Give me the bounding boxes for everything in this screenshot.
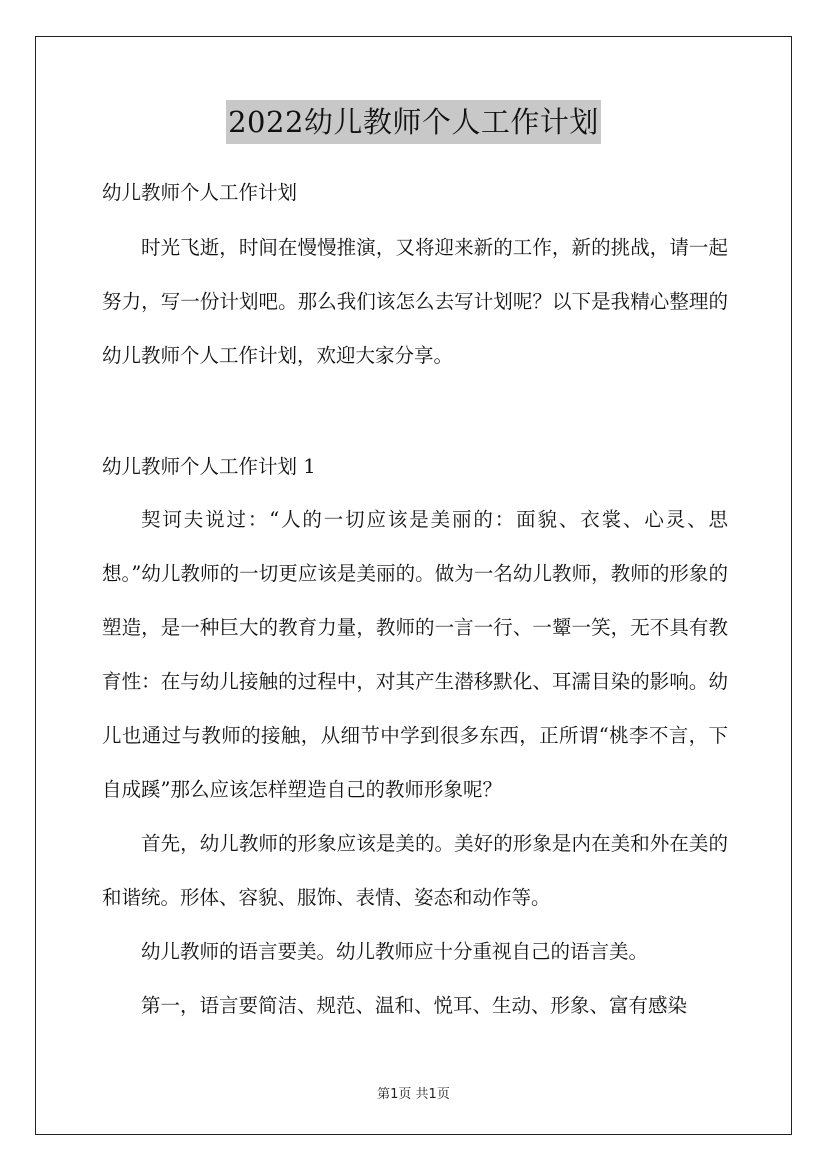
body-paragraph-3: 幼儿教师的语言要美。幼儿教师应十分重视自己的语言美。 <box>141 940 649 963</box>
body-paragraph-2: 首先，幼儿教师的形象应该是美的。美好的形象是内在美和外在美的和谐统。形体、容貌、服饰、表情、姿态和动作等。 <box>102 832 728 909</box>
document-title: 2022幼儿教师个人工作计划 <box>226 100 601 144</box>
title-container <box>0 100 827 144</box>
section-heading: 幼儿教师个人工作计划 1 <box>102 455 316 478</box>
body-paragraph-4: 第一，语言要简洁、规范、温和、悦耳、生动、形象、富有感染 <box>141 994 688 1017</box>
intro-paragraph: 时光飞逝，时间在慢慢推演，又将迎来新的工作，新的挑战，请一起努力，写一份计划吧。那么我们该怎么去写计划呢？以下是我精心整理的幼儿教师个人工作计划，欢迎大家分享。 <box>102 236 728 367</box>
document-subtitle: 幼儿教师个人工作计划 <box>102 181 298 204</box>
body-paragraph-1: 契诃夫说过：“人的一切应该是美丽的：面貌、衣裳、心灵、思想。”幼儿教师的一切更应该是美丽的。做为一名幼儿教师，教师的形象的塑造，是一种巨大的教育力量，教师的一言一行、一颦一笑，无不具有教育性：在与幼儿接触的过程中，对其产生潜移默化、耳濡目染的影响。幼儿也通过与教师的接触，从细节中学到很多东西，正所谓“桃李不言，下自成蹊”那么应该怎样塑造自己的教师形象呢？ <box>102 508 728 801</box>
page-footer: 第1页 共1页 <box>377 1087 450 1102</box>
